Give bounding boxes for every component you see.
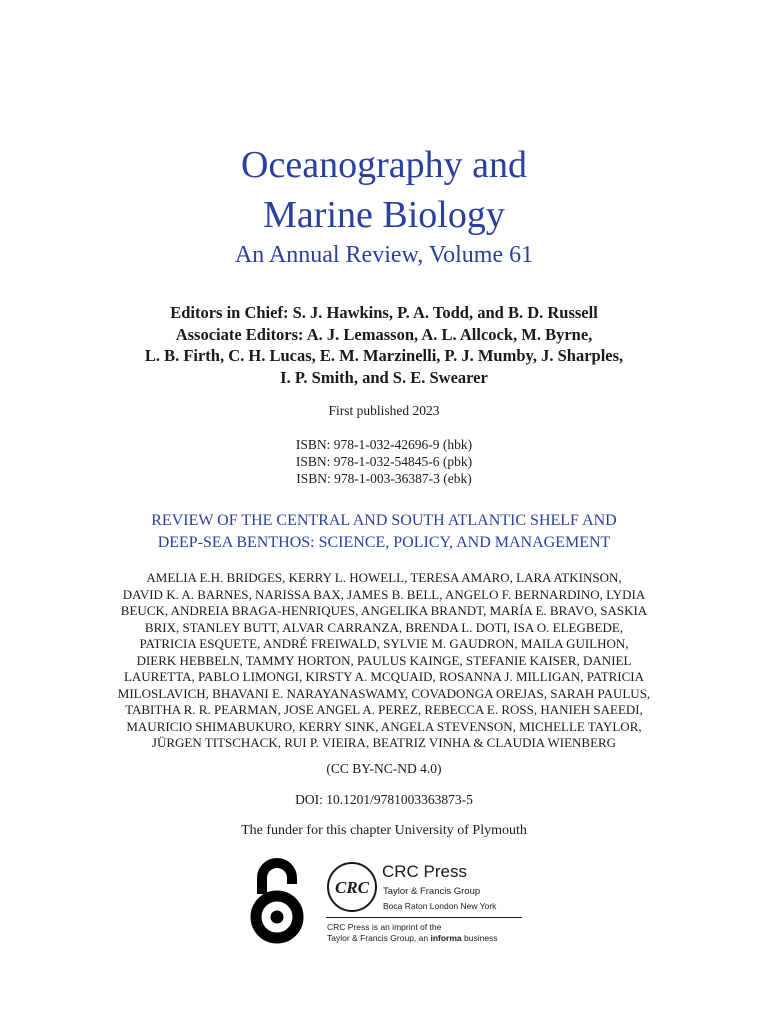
isbn-ebk: ISBN: 978-1-003-36387-3 (ebk) xyxy=(296,471,472,486)
isbn-pbk: ISBN: 978-1-032-54845-6 (pbk) xyxy=(295,454,473,469)
chapter-title-line: DEEP-SEA BENTHOS: SCIENCE, POLICY, AND MANAGEMENT xyxy=(157,534,611,551)
license-text: (CC BY-NC-ND 4.0) xyxy=(326,761,442,776)
imprint-note xyxy=(327,922,498,944)
author-line: BRIX, STANLEY BUTT, ALVAR CARRANZA, BRENDA L. DOTI, ISA O. ELEGBEDE, xyxy=(144,619,624,635)
crc-emblem-text: CRC xyxy=(334,878,370,897)
funder-text: The funder for this chapter University of Plymouth xyxy=(241,823,527,838)
editors-in-chief: Editors in Chief: S. J. Hawkins, P. A. Todd, and B. D. Russell xyxy=(170,303,598,322)
associate-editors-line: I. P. Smith, and S. E. Swearer xyxy=(280,367,488,387)
chapter-authors xyxy=(0,570,768,752)
publisher-group: Taylor & Francis Group xyxy=(383,886,481,897)
author-line: LAURETTA, PABLO LIMONGI, KIRSTY A. MCQUAID, ROSANNA J. MILLIGAN, PATRICIA xyxy=(123,669,645,684)
imprint-line: CRC Press is an imprint of the xyxy=(327,922,442,932)
author-line: MILOSLAVICH, BHAVANI E. NARAYANASWAMY, COVADONGA OREJAS, SARAH PAULUS, xyxy=(117,685,651,701)
associate-editors-line: L. B. Firth, C. H. Lucas, E. M. Marzinelli, P. J. Mumby, J. Sharples, xyxy=(144,346,624,365)
crc-press-logo xyxy=(326,860,526,946)
first-published: First published 2023 xyxy=(328,403,440,418)
book-subtitle: An Annual Review, Volume 61 xyxy=(234,242,534,268)
author-line: JÜRGEN TITSCHACK, RUI P. VIEIRA, BEATRIZ VINHA & CLAUDIA WIENBERG xyxy=(151,735,617,750)
imprint-line xyxy=(327,933,498,944)
editors-block xyxy=(0,302,768,388)
book-title-line: Oceanography and xyxy=(241,144,527,186)
publisher-name: CRC Press xyxy=(382,862,468,881)
author-line: TABITHA R. R. PEARMAN, JOSE ANGEL A. PEREZ, REBECCA E. ROSS, HANIEH SAEEDI, xyxy=(125,702,643,717)
chapter-title xyxy=(0,510,768,554)
author-line: MAURICIO SHIMABUKURO, KERRY SINK, ANGELA STEVENSON, MICHELLE TAYLOR, xyxy=(126,718,642,734)
author-line: PATRICIA ESQUETE, ANDRÉ FREIWALD, SYLVIE M. GAUDRON, MAILA GUILHON, xyxy=(139,636,629,651)
author-line: DAVID K. A. BARNES, NARISSA BAX, JAMES B. BELL, ANGELO F. BERNARDINO, LYDIA xyxy=(122,586,646,602)
open-access-icon xyxy=(244,858,310,944)
author-line: BEUCK, ANDREIA BRAGA-HENRIQUES, ANGELIKA BRANDT, MARÍA E. BRAVO, SASKIA xyxy=(120,603,648,618)
associate-editors-line: Associate Editors: A. J. Lemasson, A. L. Allcock, M. Byrne, xyxy=(175,324,593,344)
book-title xyxy=(0,140,768,240)
publisher-locations: Boca Raton London New York xyxy=(383,901,497,911)
isbn-block xyxy=(0,436,768,487)
author-line: AMELIA E.H. BRIDGES, KERRY L. HOWELL, TERESA AMARO, LARA ATKINSON, xyxy=(146,570,622,585)
informa-brand: informa xyxy=(430,933,462,943)
chapter-title-line: REVIEW OF THE CENTRAL AND SOUTH ATLANTIC SHELF AND xyxy=(151,512,617,529)
logo-divider xyxy=(326,917,522,918)
book-title-line: Marine Biology xyxy=(263,194,505,236)
crc-emblem-icon xyxy=(326,861,378,913)
author-line: DIERK HEBBELN, TAMMY HORTON, PAULUS KAINGE, STEFANIE KAISER, DANIEL xyxy=(136,652,632,668)
imprint-suffix: business xyxy=(461,933,498,943)
doi-text: DOI: 10.1201/9781003363873-5 xyxy=(295,792,473,807)
isbn-hbk: ISBN: 978-1-032-42696-9 (hbk) xyxy=(295,437,473,452)
imprint-prefix: Taylor & Francis Group, an xyxy=(327,933,431,943)
